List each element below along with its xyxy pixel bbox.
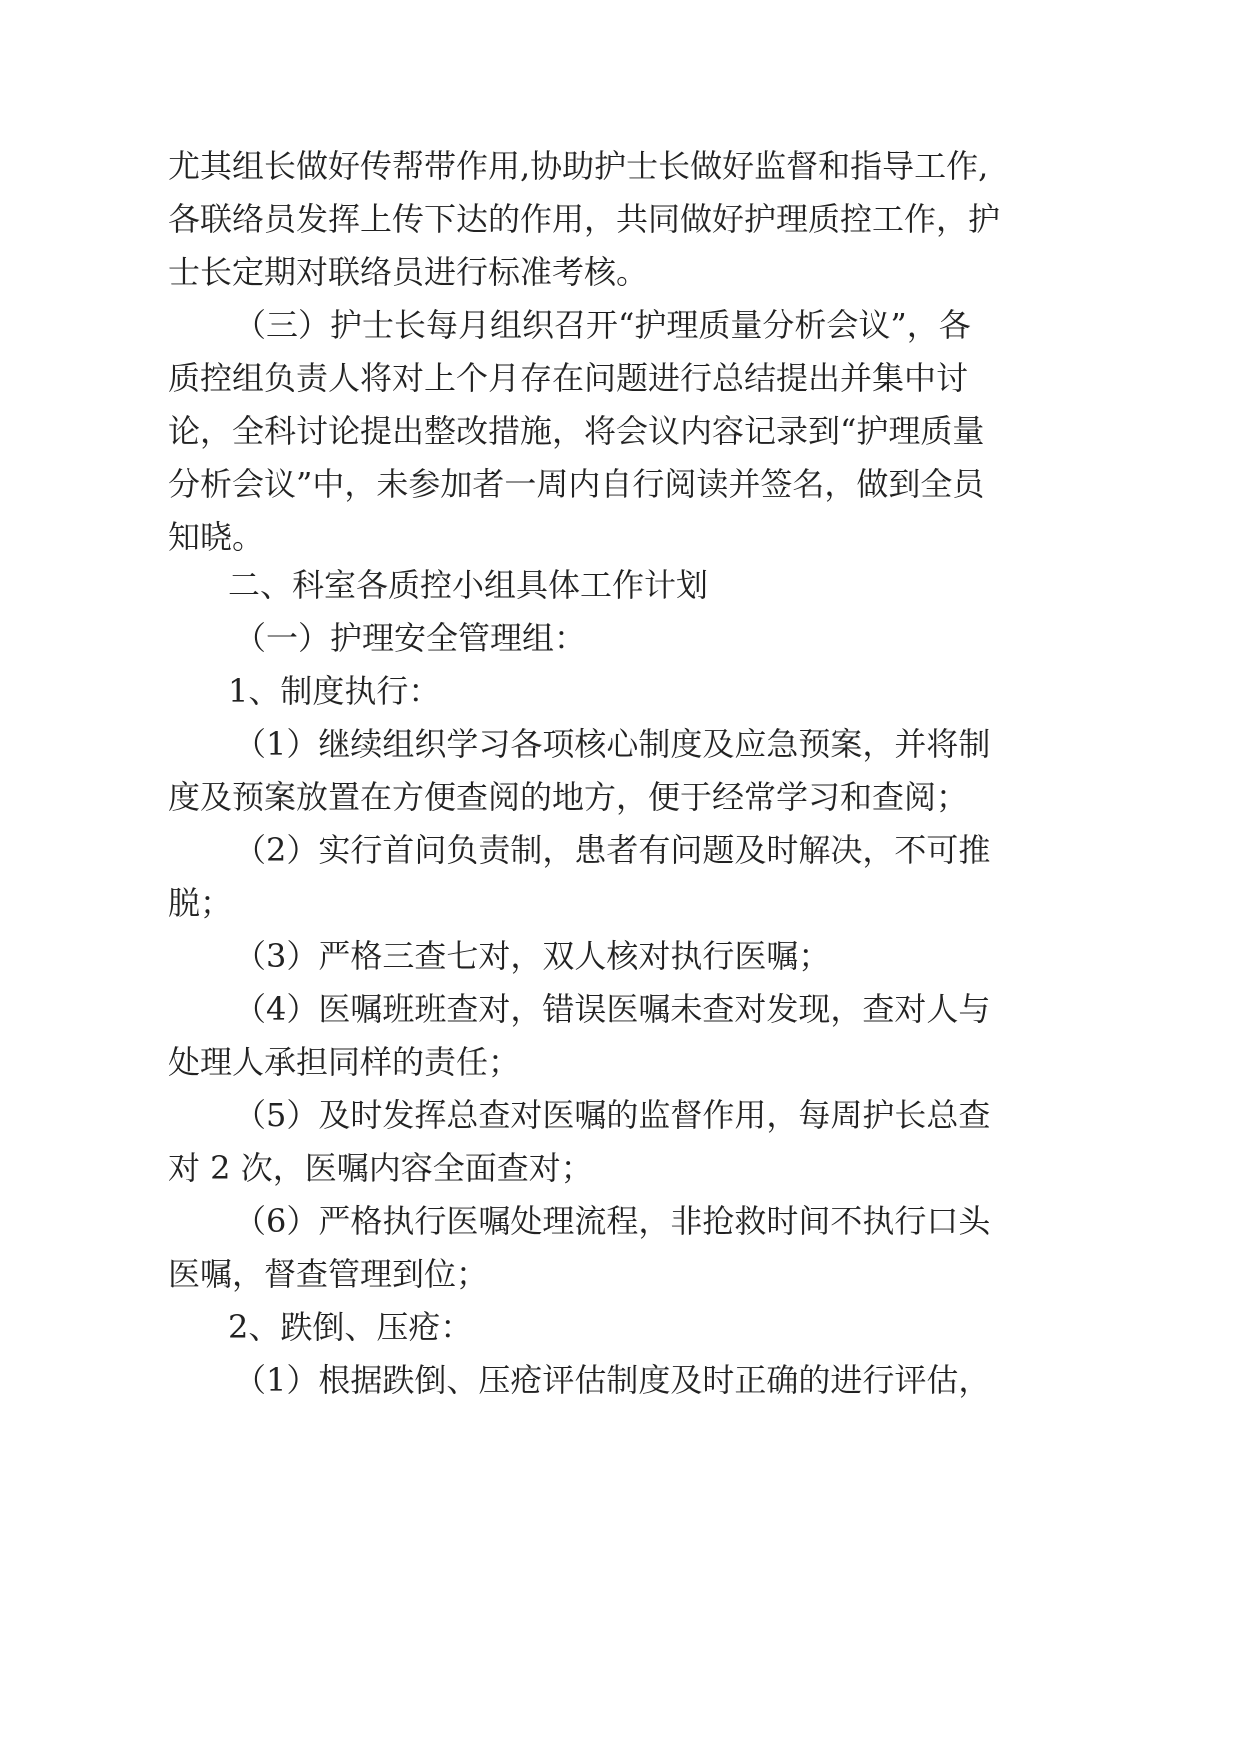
text-line: （三）护士长每月组织召开“护理质量分析会议”，各	[234, 306, 971, 344]
text-line: 知晓。	[168, 518, 265, 556]
text-line: 医嘱，督查管理到位；	[168, 1255, 489, 1293]
text-line: 尤其组长做好传帮带作用,协助护士长做好监督和指导工作,	[168, 147, 989, 185]
text-line: 对 2 次，医嘱内容全面查对；	[168, 1149, 593, 1187]
text-line: 脱；	[168, 884, 233, 922]
text-line: （6）严格执行医嘱处理流程，非抢救时间不执行口头	[234, 1202, 991, 1240]
text-line: 士长定期对联络员进行标准考核。	[168, 253, 649, 291]
text-line: 论，全科讨论提出整改措施，将会议内容记录到“护理质量	[168, 412, 985, 450]
text-line: 质控组负责人将对上个月存在问题进行总结提出并集中讨	[168, 359, 969, 397]
text-line: 各联络员发挥上传下达的作用，共同做好护理质控工作，护	[168, 200, 1001, 238]
section-heading: 二、科室各质控小组具体工作计划	[228, 566, 709, 604]
text-line: 处理人承担同样的责任；	[168, 1043, 521, 1081]
text-line: 分析会议”中，未参加者一周内自行阅读并签名，做到全员	[168, 465, 985, 503]
text-line: （4）医嘱班班查对，错误医嘱未查对发现，查对人与	[234, 990, 991, 1028]
text-line: （3）严格三查七对，双人核对执行医嘱；	[234, 937, 831, 975]
text-line: （5）及时发挥总查对医嘱的监督作用，每周护长总查	[234, 1096, 991, 1134]
text-line: （1）根据跌倒、压疮评估制度及时正确的进行评估，	[234, 1361, 991, 1399]
subsection-heading: （一）护理安全管理组：	[234, 619, 587, 657]
text-line: （1）继续组织学习各项核心制度及应急预案，并将制	[234, 725, 991, 763]
item-heading: 2、跌倒、压疮：	[228, 1308, 473, 1346]
item-heading: 1、制度执行：	[228, 672, 441, 710]
text-line: 度及预案放置在方便查阅的地方，便于经常学习和查阅；	[168, 778, 969, 816]
text-line: （2）实行首问负责制，患者有问题及时解决，不可推	[234, 831, 991, 869]
